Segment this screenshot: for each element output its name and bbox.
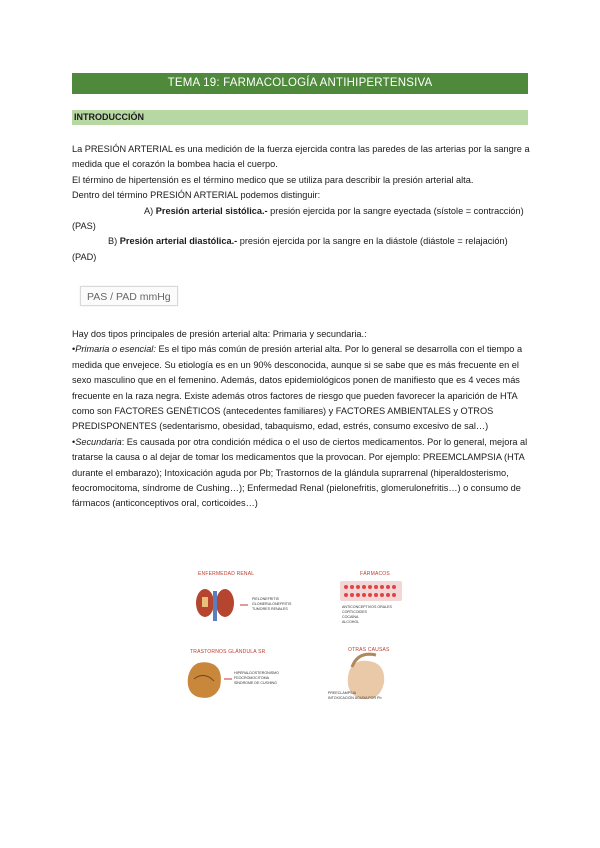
pressure-formula: PAS / PAD mmHg (80, 286, 178, 306)
farmacos-item: CORTICOIDES (342, 610, 367, 614)
definition-pad-label: B) (108, 236, 120, 247)
otras-item: INTOXICACIÓN AGUDA POR Pb (328, 696, 382, 700)
glandula-item: SÍNDROME DE CUSHING (234, 681, 277, 685)
glandula-item: FEOCROMOCITOMA (234, 676, 270, 680)
otras-item: PREECLAMPSIA (328, 691, 356, 695)
secondary-causes-figure (180, 567, 420, 707)
causes-collage-graphic (180, 567, 420, 707)
section-heading: INTRODUCCIÓN (72, 110, 528, 125)
kidney-right-icon (216, 589, 234, 617)
glandula-label: TRASTORNOS GLÁNDULA SR (190, 649, 266, 655)
bullet: • (72, 436, 76, 447)
intro-paragraph-2: El término de hipertensión es el término medico que se utiliza para describir la presión arterial alta. (72, 174, 474, 185)
page-title: TEMA 19: FARMACOLOGÍA ANTIHIPERTENSIVA (72, 73, 528, 94)
secondary-label: Secundaria (75, 436, 122, 447)
gland-icon (188, 662, 221, 698)
definition-pad-text: presión ejercida por la sangre en la diástole (diástole = relajación) (PAD) (72, 236, 508, 262)
definition-pas-label: A) (144, 205, 156, 216)
farmacos-item: COCAÍNA (342, 615, 359, 619)
pill-pack-icon (340, 581, 402, 601)
primary-text: Es el tipo más común de presión arterial alta. Por lo general se desarrolla con el tiempo a medida que envejece. Su etiología es en un 90% desconocida, aunque si se sabe que es más frecuente en el sexo masculino que en el femenino. Además, datos epidemiológicos ponen de manifiesto que es 4 veces más frecuente en la raza negra. Existe además otros factores de riesgo que pueden favorecer la aparición de HTA como son FACTORES GENÉTICOS (antecedentes familiares) y FACTORES AMBIENTALES y OTROS PREDISPONENTES (sedentarismo, obesidad, tabaquismo, edad, estrés, consumo excesivo de sal…) (72, 344, 523, 432)
glandula-list (234, 671, 279, 686)
definition-pad (72, 234, 530, 265)
farmacos-list (342, 605, 392, 625)
definition-pas-term: Presión arterial sistólica.- (155, 205, 268, 216)
intro-paragraph-3: Dentro del término PRESIÓN ARTERIAL podemos distinguir: (72, 190, 321, 201)
secondary-text: : Es causada por otra condición médica o el uso de ciertos medicamentos. Por lo general, mejora al tratarse la causa o al dejar de tomar los medicamentos que la provocan. Por ejemplo: PREEMCLAMPSIA (HTA durante el embarazo); Intoxicación aguda por Pb; Trastornos de la glándula suprarrenal (hiperaldosterismo, feocromocitoma, síndrome de Cushing…); Enfermedad Renal (pielonefritis, glomerulonefritis…) o consumo de fármacos (anticonceptivos oral, corticoides…) (72, 436, 528, 509)
intro-text (72, 142, 530, 265)
renal-label: ENFERMEDAD RENAL (198, 571, 255, 577)
bullet: • (72, 344, 76, 355)
vessel-icon (213, 591, 217, 621)
primary-label: Primaria o esencial: (75, 344, 156, 355)
otras-label: OTRAS CAUSAS (348, 647, 390, 653)
definition-pad-term: Presión arterial diastólica.- (119, 236, 238, 247)
otras-list (328, 691, 381, 701)
intro-paragraph-1: La PRESIÓN ARTERIAL es una medición de la fuerza ejercida contra las paredes de las arterias por la sangre a medida que el corazón la bombea hacia el cuerpo. (72, 144, 530, 170)
types-text (72, 327, 530, 512)
secondary-hypertension (72, 435, 530, 512)
farmacos-item: ALCOHOL (342, 620, 360, 624)
renal-item: GLOMERULONEFRITIS (252, 602, 292, 606)
farmacos-label: FÁRMACOS (360, 571, 390, 577)
primary-hypertension (72, 342, 530, 434)
glandula-item: HIPERALDOSTERONISMO (234, 671, 279, 675)
adrenal-icon (202, 597, 208, 607)
farmacos-item: ANTICONCEPTIVOS ORALES (342, 605, 392, 609)
types-intro: Hay dos tipos principales de presión arterial alta: Primaria y secundaria.: (72, 329, 367, 339)
definition-pas (72, 204, 530, 235)
definition-pas-text: presión ejercida por la sangre eyectada (sístole = contracción) (PAS) (72, 205, 524, 232)
renal-list (252, 597, 291, 612)
renal-item: TUMORES RENALES (252, 607, 288, 611)
renal-item: PIELONEFRITIS (252, 597, 279, 601)
